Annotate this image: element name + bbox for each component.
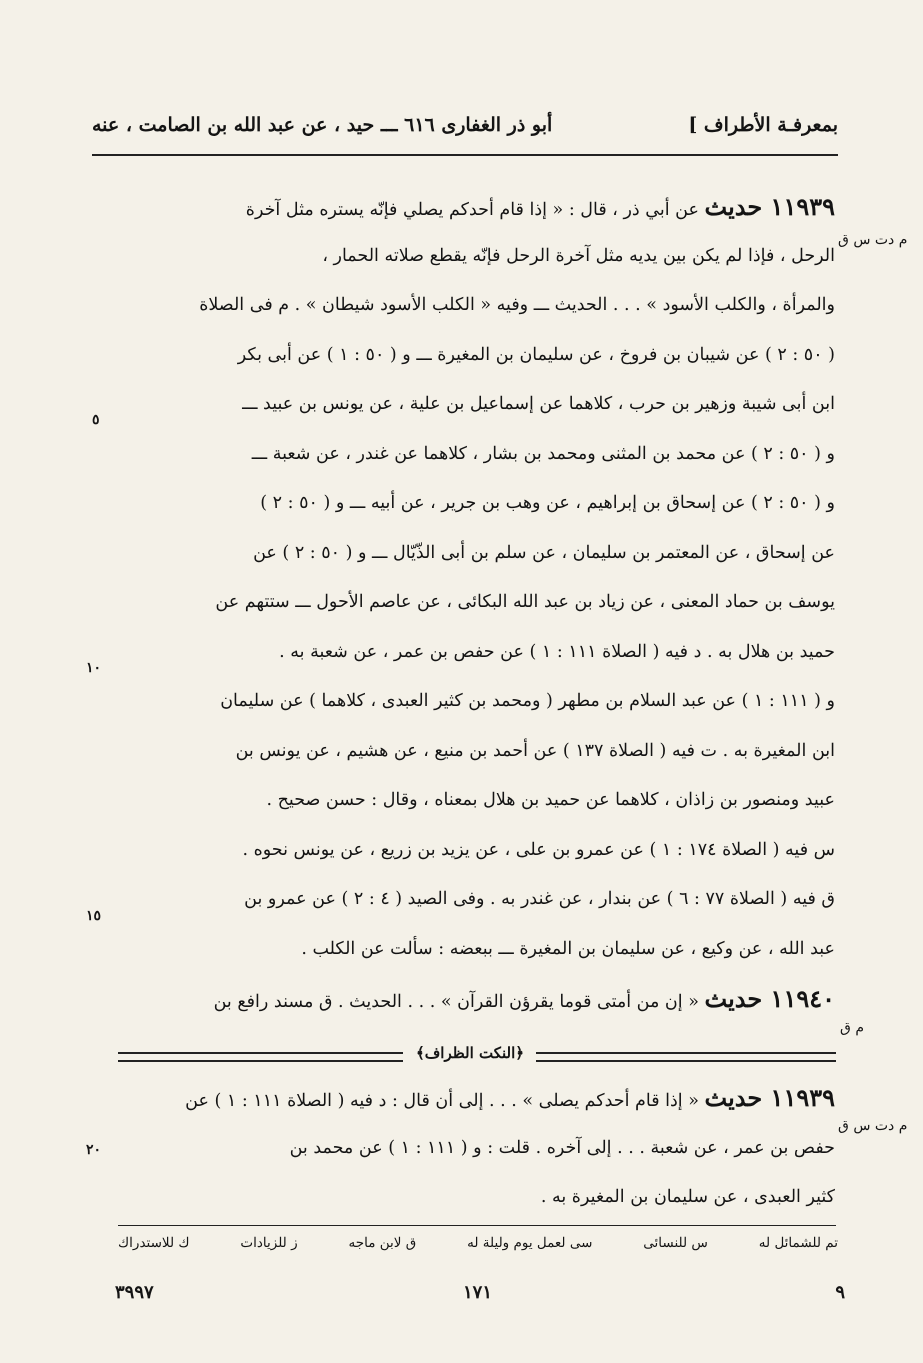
abbreviation-key-item: ز للزيادات [240,1235,298,1251]
main-line-text: ابن أبى شيبة وزهير بن حرب ، كلاهما عن إسماعيل بن علية ، عن يونس بن عبيد ـــ [242,394,835,414]
main-line-text: عبد الله ، عن وكيع ، عن سليمان بن المغيرة ـــ ببعضه : سألت عن الكلب . [301,938,835,959]
main-line [110,331,835,381]
main-line [110,182,835,232]
main-line-text: و ( ١١١ : ١ ) عن عبد السلام بن مطهر ( ومحمد بن كثير العبدى ، كلاهما ) عن سليمان [220,691,835,711]
main-line [110,430,835,480]
main-text [110,182,835,1024]
line-number: ٢٠ [86,1142,102,1158]
main-line-text: حميد بن هلال به . د فيه ( الصلاة ١١١ : ١ ) عن حفص بن عمر ، عن شعبة به . [279,641,835,662]
main-line-text: عن أبي ذر ، قال : « إذا قام أحدكم يصلي فإنّه يستره مثل آخرة [245,200,699,220]
main-line [110,776,835,826]
abbreviation-key-item: ك للاستدراك [118,1235,190,1251]
abbreviation-key-item: سى لعمل يوم وليلة له [467,1235,593,1251]
main-line [110,727,835,777]
main-line [110,974,835,1024]
sub-line-text: حفص بن عمر ، عن شعبة . . . إلى آخره . قلت : و ( ١١١ : ١ ) عن محمد بن [289,1137,835,1158]
hadith-number: ١١٩٣٩ حديث [704,192,835,221]
divider-label: ﴿النكت الظراف﴾ [415,1044,525,1062]
cumulative-page-number: ٣٩٩٧ [115,1282,154,1303]
main-line-text: ( ٥٠ : ٢ ) عن شيبان بن فروخ ، عن سليمان بن المغيرة ـــ و ( ٥٠ : ١ ) عن أبى بكر [237,344,835,365]
main-line [110,281,835,331]
main-line-text: والمرأة ، والكلب الأسود » . . . الحديث ـــ وفيه « الكلب الأسود شيطان » . م فى الصلاة [199,295,835,315]
main-line-text: عبيد ومنصور بن زاذان ، كلاهما عن حميد بن هلال بمعناه ، وقال : حسن صحيح . [266,790,835,810]
main-line-text: ق فيه ( الصلاة ٧٧ : ٦ ) عن بندار ، عن غندر به . وفى الصيد ( ٤ : ٢ ) عن عمرو بن [244,889,835,909]
main-line-text: ابن المغيرة به . ت فيه ( الصلاة ١٣٧ ) عن أحمد بن منيع ، عن هشيم ، عن يونس بن [235,740,835,761]
main-line-text: يوسف بن حماد المعنى ، عن زياد بن عبد الله البكائى ، عن عاصم الأحول ـــ ستتهم عن [215,592,835,612]
main-line [110,529,835,579]
section-divider [118,1044,836,1068]
main-line-text: و ( ٥٠ : ٢ ) عن إسحاق بن إبراهيم ، عن وهب بن جرير ، عن أبيه ـــ و ( ٥٠ : ٢ ) [260,493,835,513]
sub-line-text: « إذا قام أحدكم يصلى » . . . إلى أن قال : د فيه ( الصلاة ١١١ : ١ ) عن [185,1091,699,1111]
main-line [110,826,835,876]
main-line [110,479,835,529]
line-number: ١٠ [86,660,102,676]
line-number: ١٥ [86,908,102,924]
header-section-title: أبو ذر الغفارى ٦١٦ ـــ حيد ، عن عبد الله بن الصامت ، عنه [92,114,553,136]
page-number: ١٧١ [463,1282,493,1303]
main-line [110,925,835,975]
main-line [110,677,835,727]
main-line-text: « إن من أمتى قوما يقرؤن القرآن » . . . الحديث . ق مسند رافع بن [213,992,699,1012]
divider-rule-left [118,1052,403,1062]
sub-line [110,1175,835,1225]
main-line [110,578,835,628]
main-line [110,628,835,678]
abbreviation-key [118,1235,838,1251]
main-line-text: س فيه ( الصلاة ١٧٤ : ١ ) عن عمرو بن على ، عن يزيد بن زريع ، عن يونس نحوه . [242,839,835,860]
main-line [110,232,835,282]
divider-rule-right [536,1052,836,1062]
hadith-number: ١١٩٤٠ حديث [704,984,835,1013]
abbreviation-key-item: س للنسائى [643,1235,708,1251]
abbreviation-key-item: تم للشمائل له [758,1235,838,1251]
sub-line-text: كثير العبدى ، عن سليمان بن المغيرة به . [540,1187,835,1207]
sub-line [110,1076,835,1126]
volume-number: ٩ [835,1282,845,1303]
hadith-number: ١١٩٣٩ حديث [704,1083,835,1112]
running-header [92,102,838,148]
footer-rule [118,1225,836,1226]
sub-line [110,1126,835,1176]
margin-sigla: م دت س ق [838,1118,908,1134]
line-number: ٥ [92,412,100,428]
main-line-text: الرحل ، فإذا لم يكن بين يديه مثل آخرة الرحل فإنّه يقطع صلاته الحمار ، [322,245,835,266]
main-line [110,875,835,925]
page-numbers [115,1282,845,1312]
nukat-section [110,1076,835,1225]
main-line-text: عن إسحاق ، عن المعتمر بن سليمان ، عن سلم بن أبى الذّيّال ـــ و ( ٥٠ : ٢ ) عن [253,542,835,563]
abbreviation-key-item: ق لابن ماجه [348,1235,417,1251]
header-book-title: بمعرفـة الأطراف ] [688,114,838,136]
margin-sigla: م ق [840,1020,864,1036]
main-line-text: و ( ٥٠ : ٢ ) عن محمد بن المثنى ومحمد بن بشار ، كلاهما عن غندر ، عن شعبة ـــ [251,443,835,464]
main-line [110,380,835,430]
margin-sigla: م دت س ق [838,232,908,248]
header-rule [92,154,838,156]
